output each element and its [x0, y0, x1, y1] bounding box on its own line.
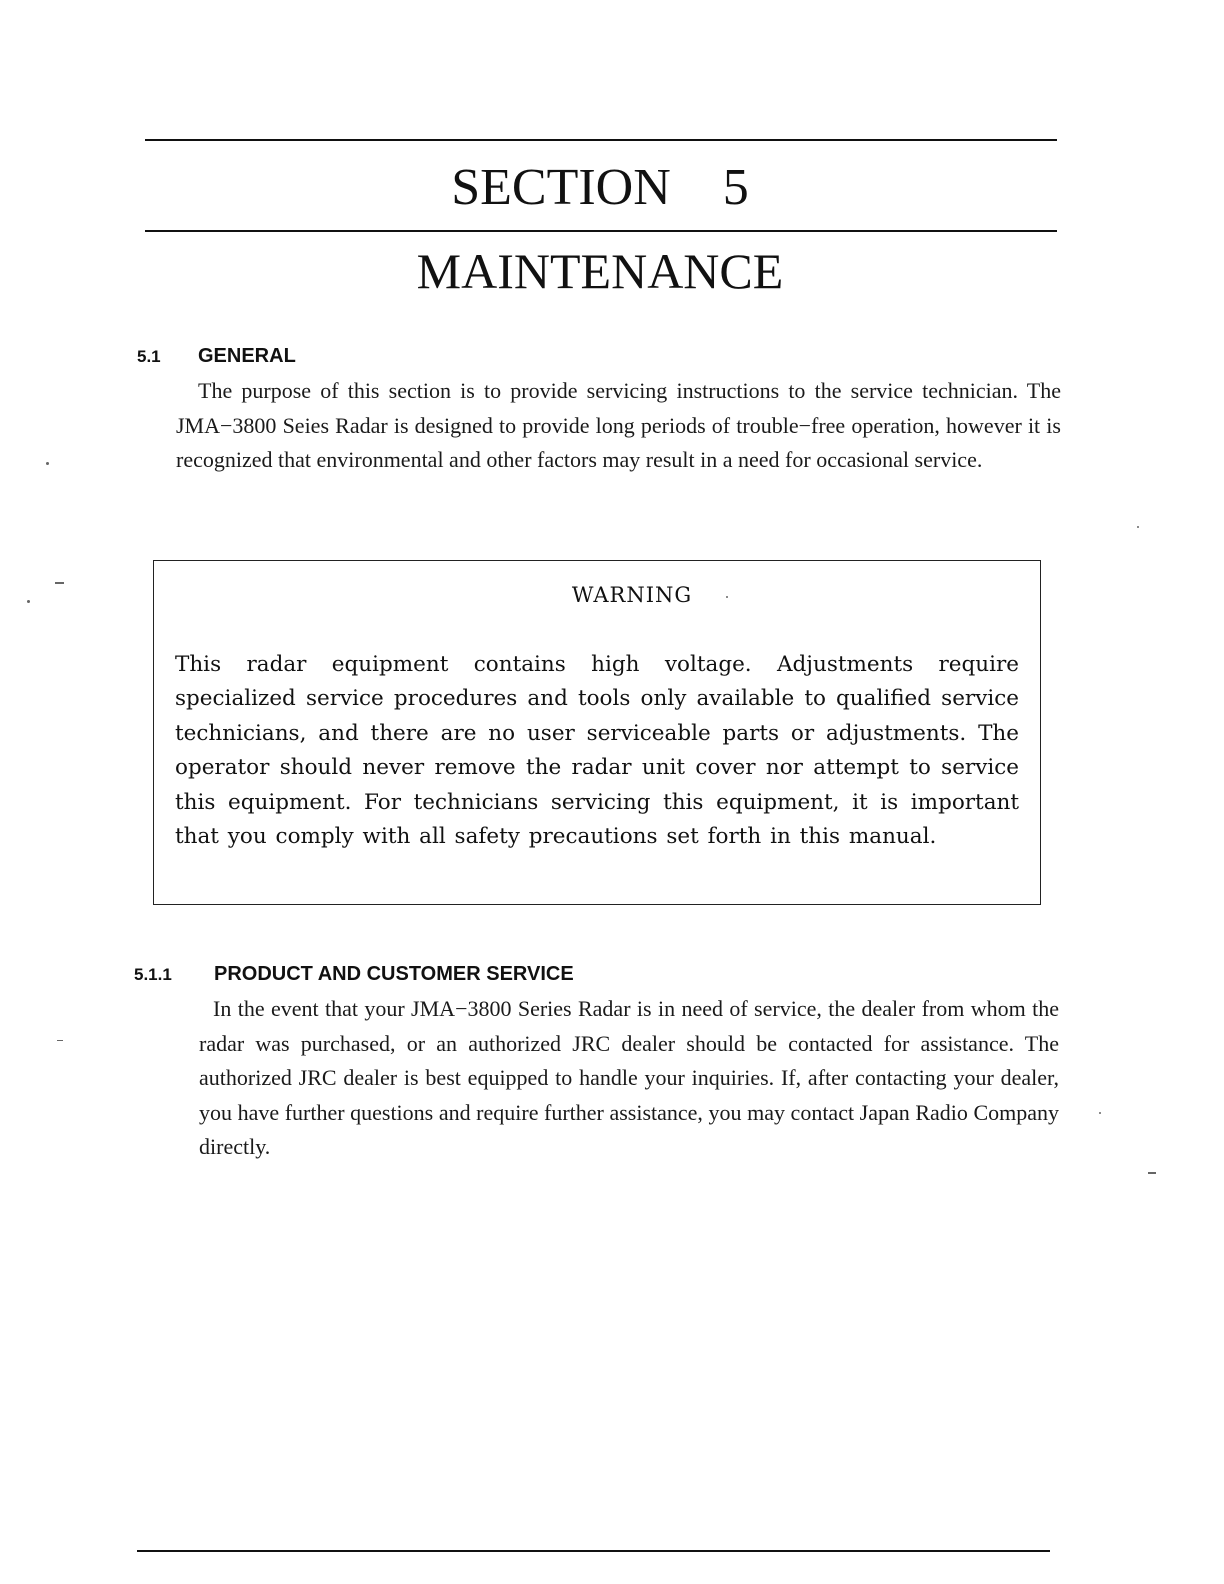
section-number-heading: [145, 158, 1055, 217]
scan-speck: [27, 600, 30, 603]
section-number: 5: [722, 159, 749, 216]
product-service-heading: [134, 963, 574, 986]
section-title: MAINTENANCE: [416, 243, 784, 299]
product-service-paragraph: In the event that your JMA−3800 Series Radar is in need of service, the dealer from whom the radar was purchased, or an authorized JRC dealer should be contacted for assistance. The authorized JRC dealer is best equipped to handle your inquiries. If, after contacting your dealer, you have further questions and require further assistance, you may contact Japan Radio Company directly.: [199, 996, 1059, 1159]
middle-rule: [145, 230, 1057, 232]
scan-speck: [1099, 1112, 1101, 1114]
general-heading-text: GENERAL: [198, 345, 296, 367]
general-paragraph: The purpose of this section is to provide servicing instructions to the service technician. The JMA−3800 Seies Radar is designed to provide long periods of trouble−free operation, however it is recognized that environmental and other factors may result in a need for occasional service.: [176, 378, 1061, 472]
scan-speck: [57, 1040, 63, 1041]
scan-speck: [1137, 526, 1139, 528]
scan-speck: [1148, 1172, 1156, 1174]
top-rule: [145, 139, 1057, 141]
scan-speck: [726, 596, 728, 598]
product-service-heading-text: PRODUCT AND CUSTOMER SERVICE: [214, 963, 574, 985]
scan-speck: [55, 582, 64, 584]
bottom-rule: [137, 1550, 1050, 1552]
product-service-number: 5.1.1: [134, 965, 172, 984]
general-number: 5.1: [137, 347, 161, 366]
general-heading: [137, 345, 296, 368]
scan-speck: [46, 462, 49, 465]
section-label: SECTION: [451, 159, 671, 216]
warning-title: WARNING: [571, 583, 693, 607]
warning-text: This radar equipment contains high voltage. Adjustments require specialized service procedures and tools only available to qualified service technicians, and there are no user serviceable parts or adjustments. The operator should never remove the radar unit cover nor attempt to service this equipment. For technicians servicing this equipment, it is important that you comply with all safety precautions set forth in this manual.: [175, 652, 1019, 850]
